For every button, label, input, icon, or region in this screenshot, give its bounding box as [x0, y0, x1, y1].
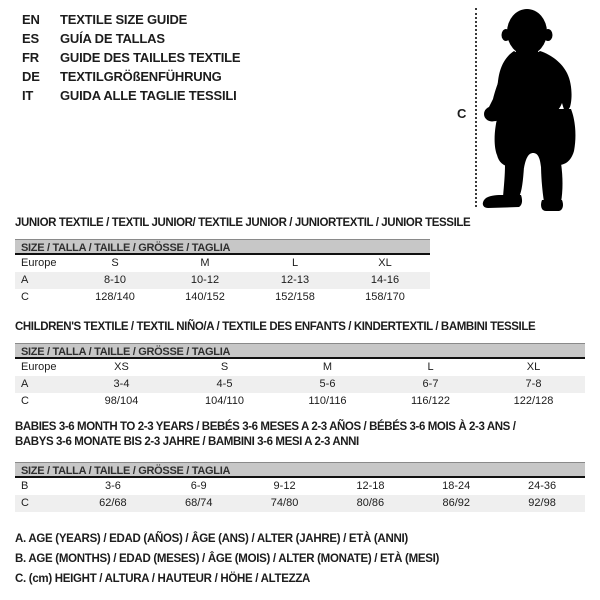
- height-measure-dotted-line: [475, 8, 477, 207]
- table-cell: 8-10: [103, 274, 127, 286]
- language-code: FR: [22, 50, 39, 65]
- table-cell: S: [220, 361, 229, 373]
- table-cell: 140/152: [185, 291, 225, 303]
- column-header-row: [15, 359, 585, 376]
- table-cell: 6-9: [190, 480, 207, 492]
- table-cell: 14-16: [370, 274, 400, 286]
- table-cell: 80/86: [356, 497, 385, 509]
- table-row: [15, 272, 430, 289]
- table-cell: 62/68: [99, 497, 127, 509]
- table-cell: 86/92: [442, 497, 470, 509]
- table-row: [15, 495, 585, 512]
- row-label: Europe: [21, 257, 57, 269]
- note-height-cm: C. (cm) HEIGHT / ALTURA / HAUTEUR / HÖHE / ALTEZZA: [15, 573, 311, 585]
- table-cell: XL: [526, 361, 541, 373]
- table-cell: 110/116: [308, 395, 347, 407]
- language-title: TEXTILGRÖßENFÜHRUNG: [60, 69, 222, 84]
- table-cell: 24-36: [527, 480, 557, 492]
- size-header-bar: SIZE / TALLA / TAILLE / GRÖSSE / TAGLIA: [15, 462, 585, 478]
- column-header-row: [15, 255, 430, 272]
- table-cell: 68/74: [184, 497, 213, 509]
- row-label: C: [21, 497, 29, 509]
- table-row: [15, 478, 585, 495]
- table-cell: 128/140: [95, 291, 135, 303]
- table-row: [15, 376, 585, 393]
- table-cell: 9-12: [273, 480, 296, 492]
- row-label: A: [21, 378, 29, 390]
- section-title-babies-line1: BABIES 3-6 MONTH TO 2-3 YEARS / BEBÉS 3-6 MESES A 2-3 AÑOS / BÉBÉS 3-6 MOIS À 2-3 ANS /: [15, 421, 516, 433]
- junior-size-table: [15, 239, 430, 306]
- table-cell: S: [111, 257, 119, 269]
- section-title-children: CHILDREN'S TEXTILE / TEXTIL NIÑO/A / TEXTILE DES ENFANTS / KINDERTEXTIL / BAMBINI TESSILE: [15, 321, 536, 333]
- table-cell: 18-24: [442, 480, 471, 492]
- table-cell: 104/110: [205, 395, 244, 407]
- table-cell: 116/122: [411, 395, 450, 407]
- table-cell: M: [200, 257, 210, 269]
- table-cell: 98/104: [104, 395, 139, 407]
- language-code: EN: [22, 12, 40, 27]
- table-cell: 4-5: [216, 378, 233, 390]
- toddler-silhouette-icon: [478, 5, 600, 215]
- table-cell: 152/158: [275, 291, 315, 303]
- size-header-bar: SIZE / TALLA / TAILLE / GRÖSSE / TAGLIA: [15, 343, 585, 359]
- language-code: ES: [22, 31, 39, 46]
- language-title: GUÍA DE TALLAS: [60, 31, 165, 46]
- language-title: GUIDA ALLE TAGLIE TESSILI: [60, 88, 237, 103]
- table-cell: 7-8: [525, 378, 542, 390]
- row-label: Europe: [21, 361, 57, 373]
- table-cell: 12-18: [356, 480, 385, 492]
- table-row: [15, 289, 430, 306]
- row-label: A: [21, 274, 29, 286]
- children-size-table: [15, 343, 585, 410]
- table-cell: M: [322, 361, 333, 373]
- table-cell: 3-6: [104, 480, 121, 492]
- language-row: [22, 86, 240, 105]
- language-row: [22, 10, 240, 29]
- figure-height-label: C: [457, 106, 467, 121]
- table-cell: 5-6: [319, 378, 336, 390]
- table-cell: 92/98: [528, 497, 556, 509]
- note-age-months: B. AGE (MONTHS) / EDAD (MESES) / ÂGE (MOIS) / ALTER (MONATE) / ETÀ (MESI): [15, 553, 440, 565]
- language-code: IT: [22, 88, 34, 103]
- table-cell: L: [291, 257, 299, 269]
- language-title-list: [22, 10, 240, 105]
- row-label: C: [21, 291, 29, 303]
- table-cell: 158/170: [365, 291, 405, 303]
- table-row: [15, 393, 585, 410]
- language-title: TEXTILE SIZE GUIDE: [60, 12, 188, 27]
- section-title-junior: JUNIOR TEXTILE / TEXTIL JUNIOR/ TEXTILE JUNIOR / JUNIORTEXTIL / JUNIOR TESSILE: [15, 217, 471, 229]
- legend-notes: [15, 529, 439, 589]
- table-cell: 3-4: [113, 378, 130, 390]
- table-cell: 6-7: [422, 378, 439, 390]
- table-cell: L: [427, 361, 434, 373]
- table-cell: 12-13: [280, 274, 310, 286]
- table-cell: XS: [114, 361, 129, 373]
- language-row: [22, 29, 240, 48]
- row-label: C: [21, 395, 29, 407]
- section-title-babies-line2: BABYS 3-6 MONATE BIS 2-3 JAHRE / BAMBINI 3-6 MESI A 2-3 ANNI: [15, 436, 359, 448]
- language-code: DE: [22, 69, 40, 84]
- size-header-bar: SIZE / TALLA / TAILLE / GRÖSSE / TAGLIA: [15, 239, 430, 255]
- language-row: [22, 67, 240, 86]
- language-title: GUIDE DES TAILLES TEXTILE: [60, 50, 241, 65]
- babies-size-table: [15, 462, 585, 512]
- table-cell: 74/80: [270, 497, 299, 509]
- table-cell: XL: [378, 257, 392, 269]
- row-label: B: [21, 480, 29, 492]
- table-cell: 122/128: [513, 395, 554, 407]
- table-cell: 10-12: [190, 274, 220, 286]
- language-row: [22, 48, 240, 67]
- note-age-years: A. AGE (YEARS) / EDAD (AÑOS) / ÂGE (ANS) / ALTER (JAHRE) / ETÀ (ANNI): [15, 533, 408, 545]
